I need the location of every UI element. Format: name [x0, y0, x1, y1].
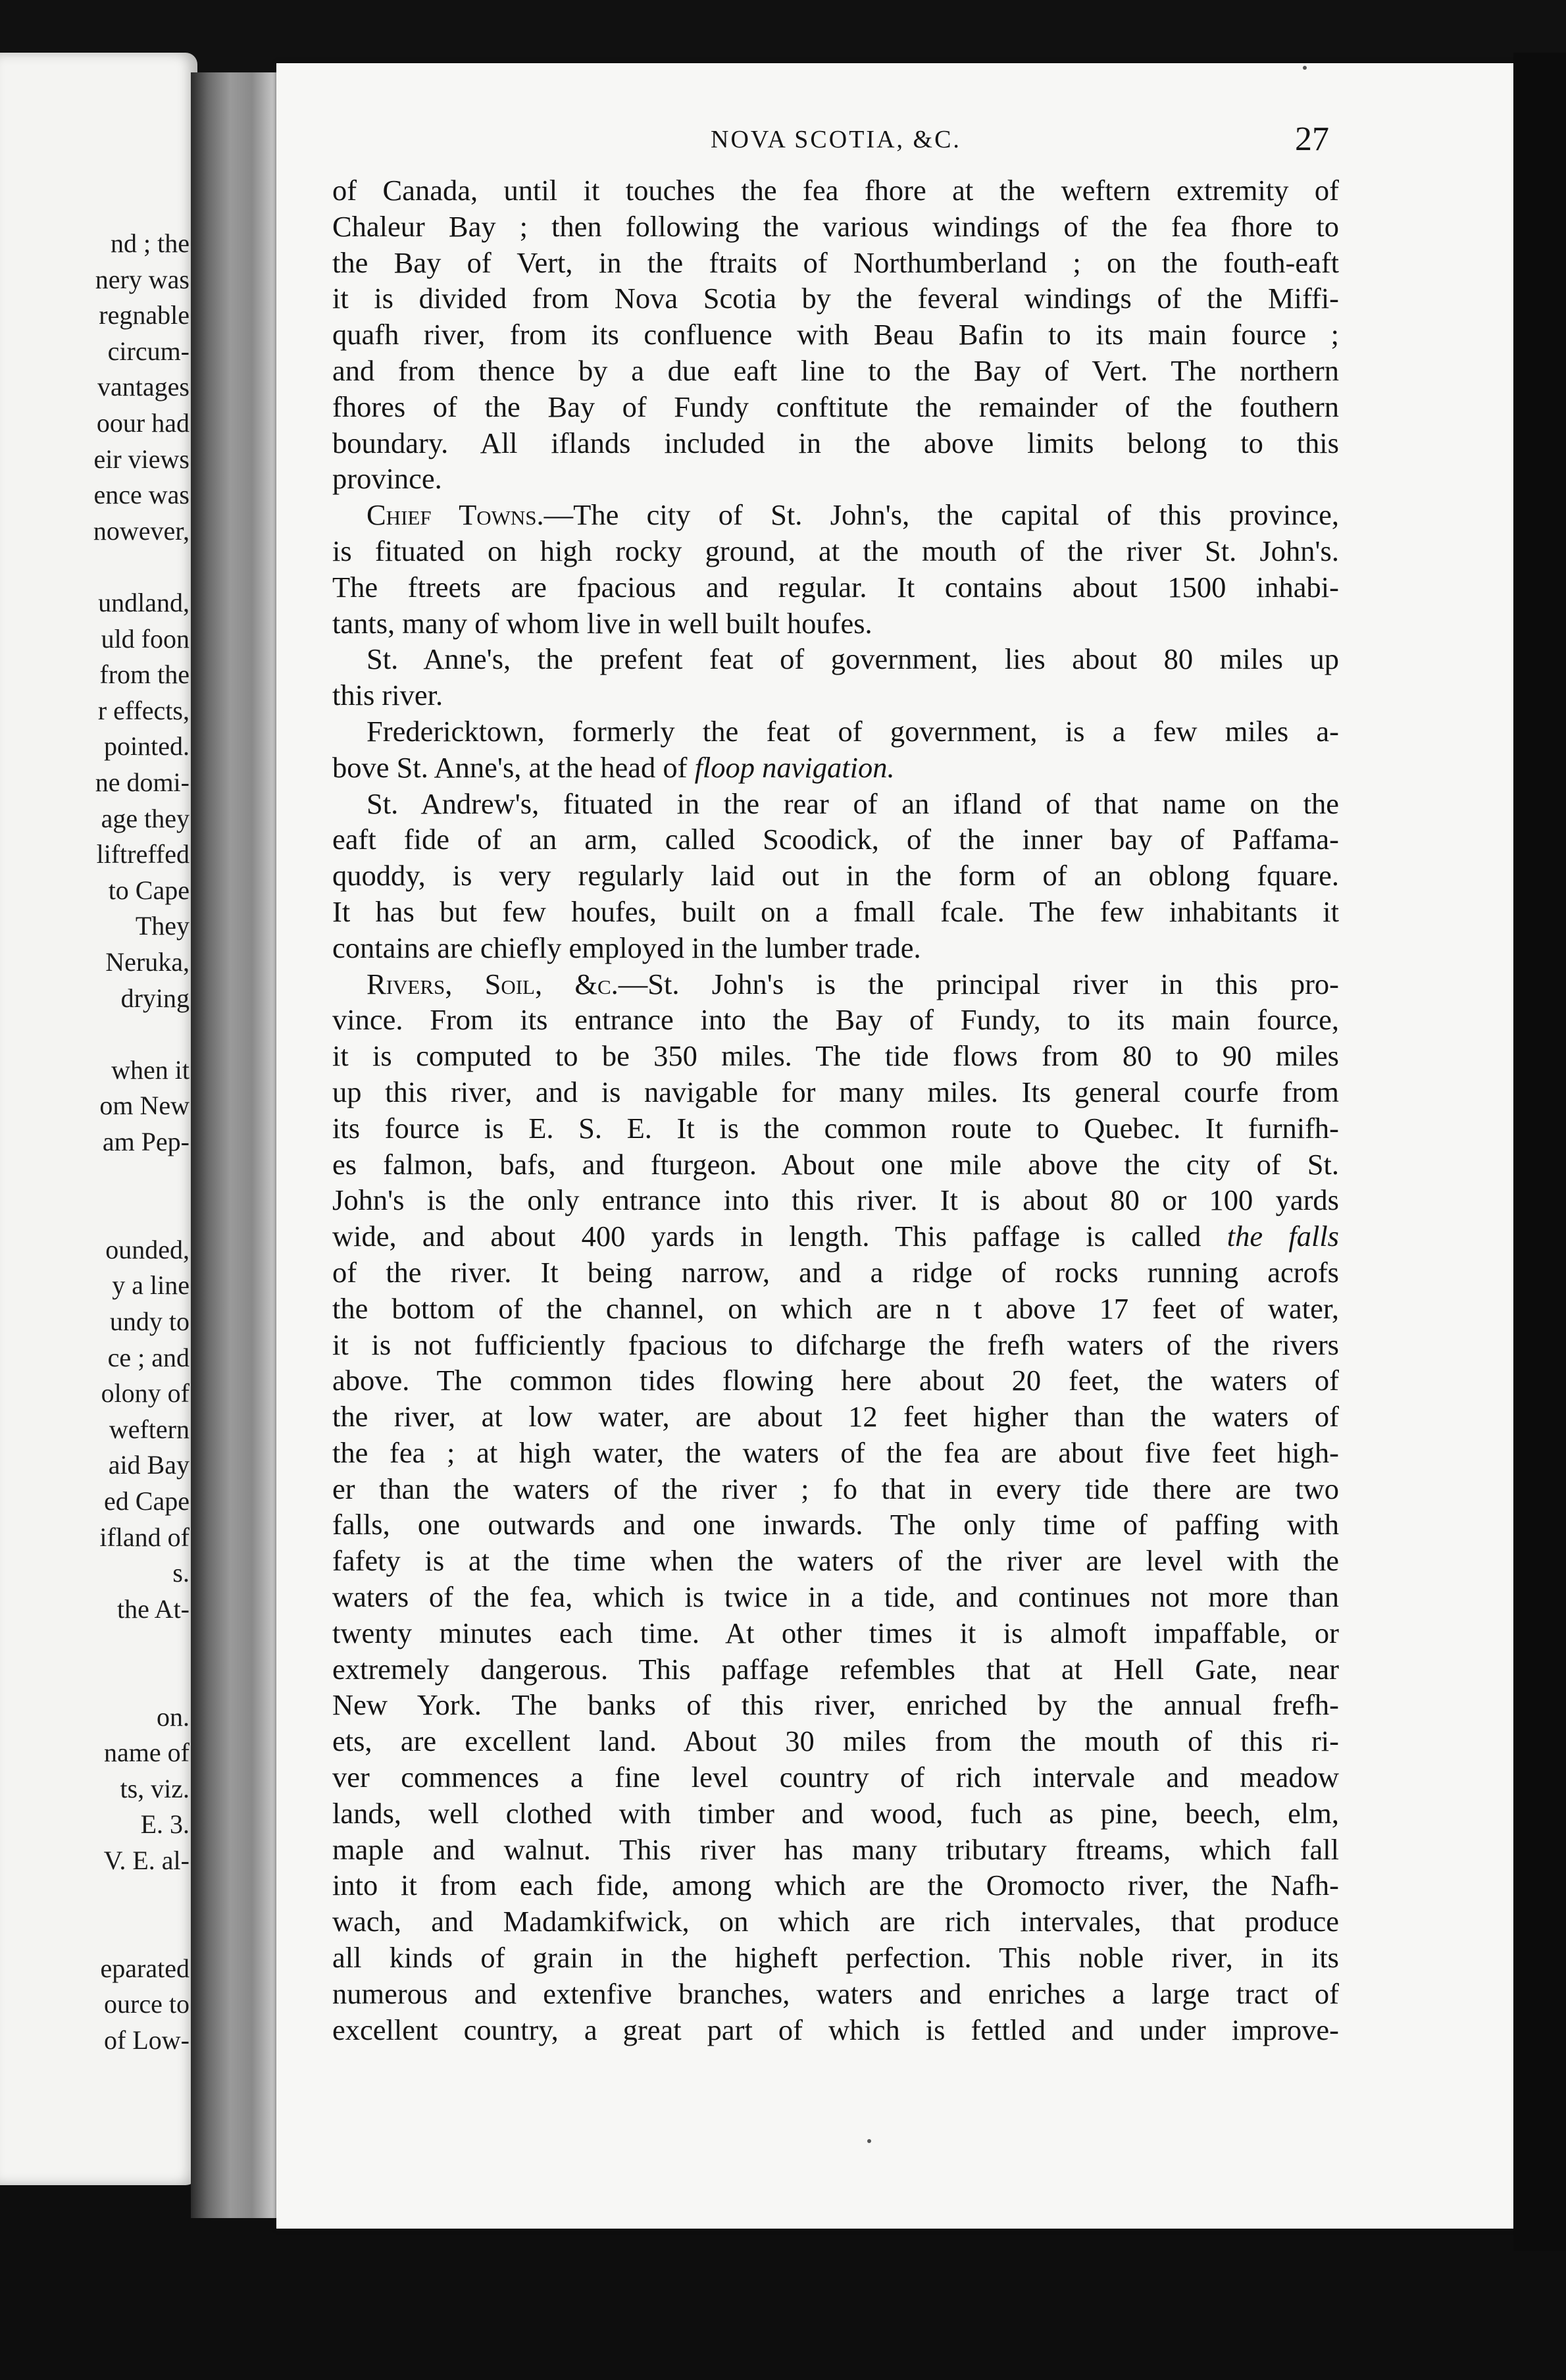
text-line	[332, 1255, 1339, 1291]
line-text: Fredericktown, formerly the feat of government, is a few miles a-	[366, 714, 1339, 748]
scan-background	[0, 0, 1566, 72]
text-line	[332, 533, 1339, 569]
facing-page-line: nd ; the	[111, 228, 189, 258]
text-line	[332, 1074, 1339, 1110]
line-text: lands, well clothed with timber and wood, fuch as pine, beech, elm,	[332, 1796, 1339, 1830]
line-text: is fituated on high rocky ground, at the mouth of the river St. John's.	[332, 534, 1339, 567]
text-line	[332, 1435, 1339, 1471]
text-line	[332, 677, 1339, 713]
line-text: into it from each fide, among which are the Oromocto river, the Nafh-	[332, 1869, 1339, 1902]
line-text: it is not fufficiently fpacious to difcharge the frefh waters of the rivers	[332, 1328, 1339, 1361]
text-line	[332, 1327, 1339, 1363]
line-text: The ftreets are fpacious and regular. It contains about 1500 inhabi-	[332, 570, 1339, 604]
text-line	[332, 1038, 1339, 1074]
line-text: St. Andrew's, fituated in the rear of an ifland of that name on the	[366, 787, 1339, 820]
facing-page-line: from the	[99, 660, 189, 690]
facing-page-line: nowever,	[93, 515, 189, 546]
text-line	[332, 389, 1339, 425]
facing-page-line: aid Bay	[108, 1450, 189, 1480]
text-line	[332, 1182, 1339, 1218]
text-line	[332, 821, 1339, 858]
text-line	[332, 172, 1339, 209]
facing-page-line: name of	[104, 1738, 189, 1768]
text-line	[332, 1687, 1339, 1723]
text-line	[332, 894, 1339, 930]
text-line	[332, 713, 1339, 750]
line-text: wide, and about 400 yards in length. This paffage is called	[332, 1220, 1227, 1253]
body-text	[332, 172, 1339, 2048]
facing-page-line: to Cape	[108, 875, 189, 905]
line-text: province.	[332, 462, 442, 496]
line-text: of the river. It being narrow, and a ridge of rocks running acrofs	[332, 1255, 1339, 1289]
line-text: the river, at low water, are about 12 feet higher than the waters of	[332, 1400, 1339, 1434]
text-line	[332, 2012, 1339, 2048]
italic-phrase: floop navigation.	[694, 750, 895, 784]
line-text: New York. The banks of this river, enriched by the annual frefh-	[332, 1688, 1339, 1722]
text-line	[332, 1507, 1339, 1543]
text-line	[332, 1867, 1339, 1903]
line-text: its fource is E. S. E. It is the common route to Quebec. It furnifh-	[332, 1111, 1339, 1145]
facing-page-line: regnable	[99, 300, 189, 330]
facing-page-line: ounded,	[105, 1234, 189, 1264]
facing-page-left	[0, 53, 197, 2185]
line-text: St. Anne's, the prefent feat of government, lies about 80 miles up	[366, 642, 1339, 676]
facing-page-line: They	[135, 911, 189, 941]
text-line	[332, 1002, 1339, 1038]
facing-page-line: drying	[120, 983, 189, 1013]
facing-page-line: age they	[101, 803, 189, 833]
facing-page-line: V. E. al-	[103, 1846, 189, 1875]
section-heading: Chief Towns.	[366, 498, 544, 532]
facing-page-line: r effects,	[97, 695, 189, 725]
running-head: NOVA SCOTIA, &C.	[711, 126, 961, 153]
line-text: —The city of St. John's, the capital of this province,	[543, 498, 1339, 532]
line-text: Chaleur Bay ; then following the various windings of the fea fhore to	[332, 209, 1339, 243]
facing-page-line: pointed.	[104, 731, 189, 762]
line-text: above. The common tides flowing here about 20 feet, the waters of	[332, 1364, 1339, 1397]
text-line	[332, 1147, 1339, 1183]
line-text: fafety is at the time when the waters of the river are level with the	[332, 1544, 1339, 1578]
text-line	[332, 1615, 1339, 1651]
facing-page-line: vantages	[97, 372, 189, 402]
italic-phrase: the falls	[1226, 1220, 1339, 1253]
text-line	[332, 1543, 1339, 1579]
section-heading: Rivers, Soil, &c.	[366, 967, 619, 1000]
line-text: vince. From its entrance into the Bay of Fundy, to its main fource,	[332, 1003, 1339, 1037]
line-text: it is computed to be 350 miles. The tide flows from 80 to 90 miles	[332, 1039, 1339, 1073]
facing-page-line: nery was	[95, 264, 189, 294]
facing-page-line: ne domi-	[95, 767, 189, 797]
text-line	[332, 280, 1339, 317]
text-line	[332, 930, 1339, 966]
line-text: ver commences a fine level country of rich intervale and meadow	[332, 1761, 1339, 1794]
facing-page-line: eir views	[93, 444, 189, 474]
facing-page-line: the At-	[117, 1593, 189, 1624]
facing-page-line: ifland of	[99, 1522, 189, 1552]
facing-page-line: on.	[157, 1701, 189, 1732]
facing-page-line: uld foon	[101, 623, 189, 654]
line-text: extremely dangerous. This paffage refembles that at Hell Gate, near	[332, 1652, 1339, 1686]
line-text: ets, are excellent land. About 30 miles from the mouth of this ri-	[332, 1724, 1339, 1758]
line-text: of Canada, until it touches the fea fhore at the weftern extremity of	[332, 174, 1339, 207]
facing-page-line: om New	[99, 1091, 189, 1121]
text-line	[332, 353, 1339, 389]
line-text: the bottom of the channel, on which are n t above 17 feet of water,	[332, 1291, 1339, 1325]
page-header	[711, 120, 1329, 165]
facing-page-line: ource to	[104, 1989, 189, 2019]
facing-page-line: y a line	[112, 1270, 189, 1301]
text-line	[332, 1976, 1339, 2012]
line-text: falls, one outwards and one inwards. The only time of paffing with	[332, 1508, 1339, 1541]
line-text: quafh river, from its confluence with Beau Bafin to its main fource ;	[332, 318, 1339, 351]
text-line	[332, 569, 1339, 606]
facing-page-line: circum-	[107, 336, 189, 366]
text-line	[332, 786, 1339, 822]
text-line	[332, 606, 1339, 642]
text-line	[332, 1399, 1339, 1435]
text-line	[332, 1723, 1339, 1759]
line-text: It has but few houfes, built on a fmall fcale. The few inhabitants it	[332, 894, 1339, 928]
facing-page-line: am Pep-	[102, 1127, 189, 1156]
line-text: boundary. All iflands included in the above limits belong to this	[332, 426, 1339, 459]
text-line	[332, 641, 1339, 677]
line-text: wach, and Madamkifwick, on which are rich intervales, that produce	[332, 1905, 1339, 1938]
text-line	[332, 1471, 1339, 1507]
facing-page-line: eparated	[100, 1953, 189, 1983]
facing-page-line: ed Cape	[104, 1486, 189, 1516]
facing-page-line: Neruka,	[105, 947, 189, 977]
line-text: maple and walnut. This river has many tributary ftreams, which fall	[332, 1832, 1339, 1866]
text-line	[332, 1651, 1339, 1688]
facing-page-line: s.	[172, 1558, 189, 1588]
text-line	[332, 461, 1339, 497]
line-text: all kinds of grain in the higheft perfection. This noble river, in its	[332, 1941, 1339, 1975]
line-text: it is divided from Nova Scotia by the feveral windings of the Miffi-	[332, 282, 1339, 315]
text-line	[332, 966, 1339, 1002]
facing-page-line: oour had	[96, 408, 189, 438]
line-text: twenty minutes each time. At other times it is almoft impaffable, or	[332, 1616, 1339, 1649]
facing-page-line: olony of	[101, 1378, 189, 1409]
facing-page-line: when it	[111, 1054, 189, 1085]
text-line	[332, 245, 1339, 281]
line-text: bove St. Anne's, at the head of	[332, 750, 695, 784]
line-text: the Bay of Vert, in the ftraits of Northumberland ; on the fouth-eaft	[332, 246, 1339, 279]
text-line	[332, 1362, 1339, 1399]
text-line	[332, 1218, 1339, 1255]
text-line	[332, 1940, 1339, 1976]
line-text: fhores of the Bay of Fundy conftitute the remainder of the fouthern	[332, 390, 1339, 423]
line-text: this river.	[332, 679, 443, 712]
text-line	[332, 1796, 1339, 1832]
line-text: John's is the only entrance into this river. It is about 80 or 100 yards	[332, 1183, 1339, 1217]
line-text: tants, many of whom live in well built houfes.	[332, 606, 872, 640]
text-line	[332, 1291, 1339, 1327]
text-line	[332, 1579, 1339, 1615]
facing-page-line: ence was	[93, 480, 189, 510]
line-text: excellent country, a great part of which is fettled and under improve-	[332, 2013, 1339, 2046]
text-line	[332, 750, 1339, 786]
facing-page-line: undy to	[109, 1306, 189, 1336]
line-text: —St. John's is the principal river in this pro-	[618, 967, 1339, 1000]
scan-edge	[1513, 53, 1566, 2251]
line-text: waters of the fea, which is twice in a tide, and continues not more than	[332, 1580, 1339, 1614]
facing-page-line: liftreffed	[96, 839, 189, 869]
line-text: eaft fide of an arm, called Scoodick, of the inner bay of Paffama-	[332, 823, 1339, 856]
text-line	[332, 209, 1339, 245]
line-text: es falmon, bafs, and fturgeon. About one mile above the city of St.	[332, 1147, 1339, 1181]
page-number: 27	[1295, 120, 1329, 158]
paper-speck	[1303, 66, 1307, 70]
text-line	[332, 1903, 1339, 1940]
book-gutter	[191, 72, 290, 2218]
facing-page-line: of Low-	[104, 2025, 189, 2055]
line-text: numerous and extenfive branches, waters and enriches a large tract of	[332, 1977, 1339, 2010]
paper-speck	[867, 2139, 871, 2143]
facing-page-line: ce ; and	[107, 1342, 189, 1372]
text-line	[332, 858, 1339, 894]
facing-page-line: undland,	[98, 588, 189, 617]
line-text: up this river, and is navigable for many miles. Its general courfe from	[332, 1075, 1339, 1108]
line-text: contains are chiefly employed in the lumber trade.	[332, 931, 921, 964]
line-text: the fea ; at high water, the waters of the fea are about five feet high-	[332, 1436, 1339, 1469]
line-text: quoddy, is very regularly laid out in the form of an oblong fquare.	[332, 859, 1339, 892]
text-line	[332, 425, 1339, 461]
text-line	[332, 1110, 1339, 1147]
line-text: er than the waters of the river ; fo that in every tide there are two	[332, 1472, 1339, 1505]
line-text: and from thence by a due eaft line to the Bay of Vert. The northern	[332, 353, 1339, 387]
facing-page-line: weftern	[109, 1414, 189, 1444]
text-line	[332, 497, 1339, 533]
text-line	[332, 317, 1339, 353]
text-line	[332, 1832, 1339, 1868]
facing-page-line: ts, viz.	[120, 1773, 189, 1803]
text-line	[332, 1759, 1339, 1796]
facing-page-line: E. 3.	[140, 1809, 189, 1840]
